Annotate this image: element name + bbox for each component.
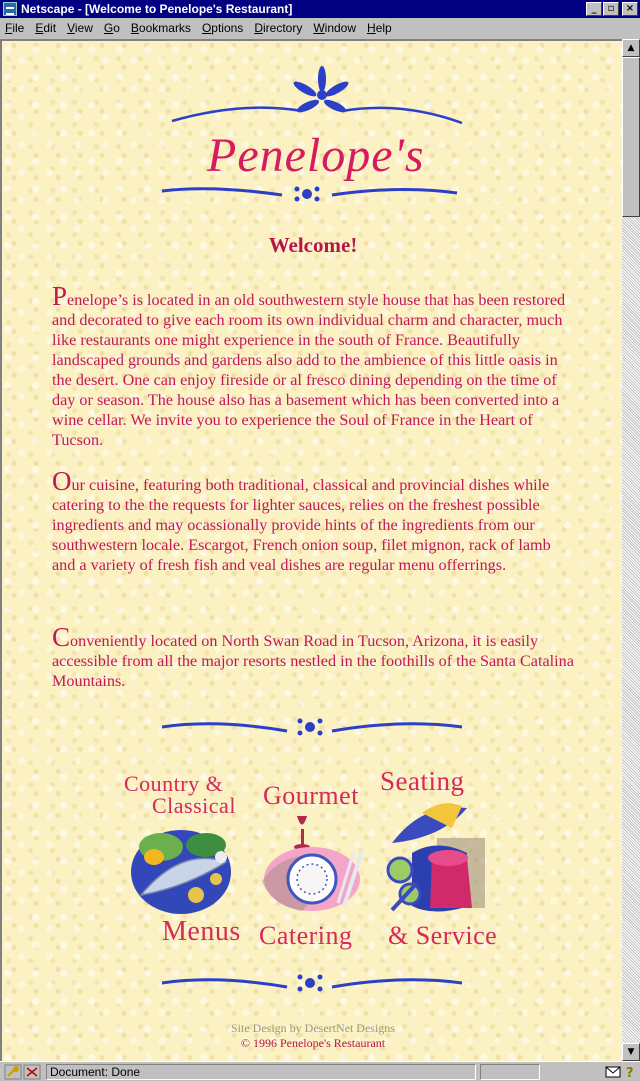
menus-label-line3: Menus <box>162 916 241 947</box>
seating-label-line2: & Service <box>388 921 498 950</box>
catering-label-line1: Gourmet <box>263 781 359 810</box>
minimize-button[interactable]: _ <box>586 2 602 16</box>
location-paragraph: Conveniently located on North Swan Road in Tucson, Arizona, it is easily accessible from all the major resorts nestled in the foothills of the Santa Catalina Mountains. <box>52 622 574 690</box>
menus-label-line2: Classical <box>152 793 236 818</box>
penelopes-logo <box>152 61 472 211</box>
cuisine-paragraph: Our cuisine, featuring both traditional, classical and provincial dishes while catering to the the requests for lighter sauces, relies on the freshest possible ingredients and may ocassionally provide hints of the ingredients from our southwestern locale. Escargot, French onion soup, filet mignon, rack of lamb and a variety of fresh fish and veal dishes are regular menu offerrings. <box>52 466 551 574</box>
ornament-divider-bottom <box>157 967 467 997</box>
vertical-scrollbar[interactable] <box>622 39 640 1061</box>
menu-go[interactable]: Go <box>103 21 120 35</box>
status-bar <box>0 1061 640 1081</box>
svg-text:?: ? <box>626 1065 634 1079</box>
restore-button[interactable]: ▫ <box>603 2 619 16</box>
place-setting-icon <box>262 811 372 916</box>
security-key-icon[interactable] <box>4 1064 42 1080</box>
page-viewport[interactable] <box>0 39 622 1061</box>
menu-view[interactable]: View <box>67 21 93 35</box>
menus-link[interactable] <box>120 771 252 951</box>
scroll-up-button[interactable]: ▲ <box>622 39 640 57</box>
design-credit-link[interactable]: Site Design by DesertNet Designs <box>231 1021 395 1035</box>
menu-window[interactable]: Window <box>313 21 357 35</box>
netscape-icon[interactable] <box>3 2 17 16</box>
menu-bar <box>0 18 640 38</box>
catering-link[interactable] <box>257 781 377 951</box>
copyright-text: © 1996 Penelope's Restaurant <box>240 1036 386 1050</box>
window-title: Netscape - [Welcome to Penelope's Restaurant] <box>21 2 293 16</box>
flower-icon <box>292 66 351 115</box>
menu-bookmarks[interactable]: Bookmarks <box>130 21 191 35</box>
logo-text: Penelope's <box>207 129 425 182</box>
swash-left <box>172 108 302 121</box>
progress-field <box>480 1064 540 1080</box>
logo-divider <box>162 187 457 202</box>
close-button[interactable]: × <box>622 2 638 16</box>
title-bar <box>0 0 640 18</box>
help-icon[interactable] <box>624 1065 636 1079</box>
catering-label-line2: Catering <box>259 921 353 950</box>
menu-help[interactable]: Help <box>367 21 392 35</box>
ornament-divider <box>157 711 467 741</box>
scroll-thumb[interactable] <box>622 57 640 217</box>
welcome-heading: Welcome! <box>268 233 358 257</box>
menu-directory[interactable]: Directory <box>254 21 303 35</box>
menu-edit[interactable]: Edit <box>35 21 57 35</box>
table-umbrella-icon <box>382 798 492 918</box>
fish-plate-icon <box>126 817 236 917</box>
menu-file[interactable]: File <box>5 21 25 35</box>
status-text: Document: Done <box>46 1064 476 1080</box>
menus-label-line1: Country & <box>124 771 224 796</box>
seating-label-line1: Seating <box>380 766 465 796</box>
swash-right <box>342 108 462 123</box>
mail-icon[interactable] <box>605 1065 621 1079</box>
seating-link[interactable] <box>380 766 506 951</box>
intro-paragraph: Penelope’s is located in an old southwestern style house that has been restored and decorated to give each room its own individual charm and character, much like restaurants one might experience in the south of France. Beautifully landscaped grounds and gardens also add to the ambience of this little oasis in the desert. One can enjoy fireside or al fresco dining depending on the time of day or season. The house also has a basement which has been converted into a wine cellar. We invite you to experience the Soul of France in the Heart of Tucson. <box>52 281 566 449</box>
scroll-down-button[interactable]: ▼ <box>622 1043 640 1061</box>
menu-options[interactable]: Options <box>201 21 244 35</box>
